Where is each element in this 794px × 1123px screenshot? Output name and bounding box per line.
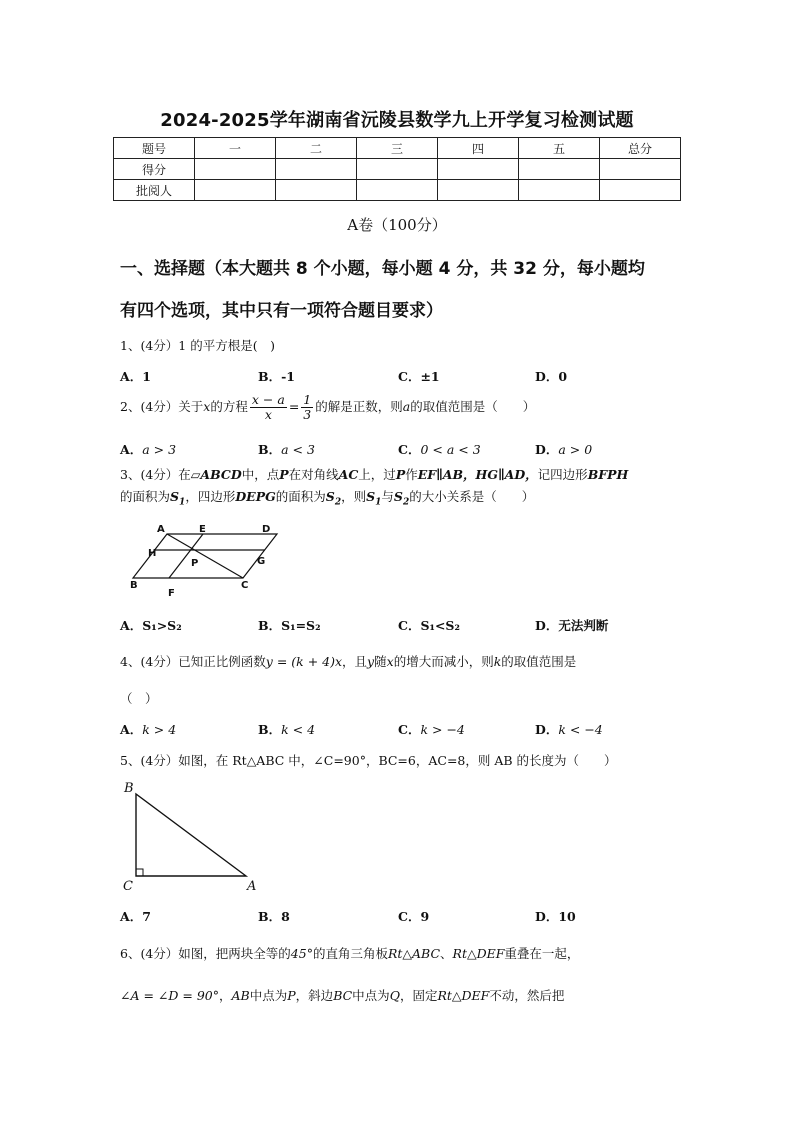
q4-option-d — [535, 720, 603, 738]
text: 与 — [381, 489, 394, 504]
segment-ef — [169, 534, 203, 578]
math: Rt△ABC — [387, 946, 441, 961]
q5-option-b: B．8 — [258, 909, 290, 924]
text: 的增大而减小，则 — [393, 654, 494, 669]
table-cell: 五 — [519, 138, 600, 159]
table-cell: 总分 — [600, 138, 681, 159]
q1-option-a: A．1 — [120, 369, 151, 384]
score-table — [113, 137, 681, 201]
math-s: S — [366, 489, 376, 504]
diagonal-ac — [167, 534, 243, 578]
question-1-stem: 1、(4分）1 的平方根是( ) — [120, 338, 275, 353]
q2-var-a: a — [402, 399, 411, 414]
table-cell — [276, 180, 357, 201]
label-h: H — [148, 548, 157, 559]
math — [393, 489, 410, 508]
option-letter: A． — [120, 722, 143, 737]
math: AC — [338, 467, 359, 482]
math-s: S — [393, 489, 403, 504]
text: 6、(4分）如图，把两块全等的 — [120, 946, 291, 961]
math-s: S — [325, 489, 335, 504]
math — [366, 489, 382, 508]
table-cell — [600, 159, 681, 180]
math: y — [367, 654, 375, 669]
right-triangle-figure — [118, 778, 268, 898]
math-s: S — [170, 489, 180, 504]
q2-option-d — [535, 440, 592, 458]
q2-var-x: x — [203, 399, 211, 414]
label-p: P — [191, 558, 199, 569]
option-letter: B． — [258, 442, 282, 457]
text: 的大小关系是（ ） — [409, 489, 535, 504]
option-letter: D． — [535, 722, 559, 737]
triangle-abc — [136, 794, 246, 876]
option-math: a < 3 — [281, 442, 315, 457]
table-cell: 得分 — [114, 159, 195, 180]
option-math: k > 4 — [142, 722, 177, 737]
math: Rt△DEF — [452, 946, 505, 961]
label-g: G — [257, 556, 266, 567]
q3-option-d: D．无法判断 — [535, 618, 609, 633]
text: 作 — [405, 467, 418, 482]
option-letter: C． — [398, 442, 421, 457]
text: 上，过 — [358, 467, 396, 482]
option-letter: A． — [120, 442, 143, 457]
q2-option-a — [120, 440, 176, 458]
math: BFPH — [587, 467, 629, 482]
q5-option-d: D．10 — [535, 909, 576, 924]
option-letter: D． — [535, 442, 559, 457]
math: BC — [333, 988, 353, 1003]
label-b: B — [130, 580, 138, 591]
text: 不动，然后把 — [489, 988, 565, 1003]
q2-equals: = — [288, 399, 300, 414]
option-math: a > 0 — [558, 442, 593, 457]
math: 45° — [290, 946, 313, 961]
table-cell — [438, 180, 519, 201]
math: ABCD — [200, 467, 242, 482]
label-e: E — [199, 524, 206, 535]
frac-denominator: x — [264, 407, 272, 422]
q3-option-a: A．S₁>S₂ — [120, 618, 182, 633]
text: ， — [219, 988, 232, 1003]
q4-option-a — [120, 720, 176, 738]
label-a: A — [157, 524, 165, 535]
math: Q — [389, 988, 400, 1003]
table-cell — [600, 180, 681, 201]
math: x — [386, 654, 394, 669]
q2-fraction-2 — [301, 393, 313, 422]
q2-fraction-1 — [250, 393, 287, 422]
table-cell: 一 — [195, 138, 276, 159]
math: P — [395, 467, 406, 482]
text: 重叠在一起， — [504, 946, 580, 961]
q4-option-c — [398, 720, 465, 738]
question-3-line1 — [120, 465, 628, 483]
option-math: 0 < a < 3 — [420, 442, 481, 457]
table-cell — [195, 159, 276, 180]
frac-numerator: 1 — [303, 392, 312, 407]
text: 、 — [440, 946, 453, 961]
question-4-stem — [120, 652, 576, 670]
text: ，斜边 — [295, 988, 334, 1003]
q5-option-c: C．9 — [398, 909, 430, 924]
q2-suffix: 的取值范围是（ ） — [410, 399, 536, 414]
option-letter: C． — [398, 722, 421, 737]
math: P — [279, 467, 289, 482]
text: 中，点 — [241, 467, 280, 482]
option-math: k < −4 — [558, 722, 603, 737]
option-letter: B． — [258, 722, 282, 737]
q5-option-a: A．7 — [120, 909, 151, 924]
table-row — [114, 159, 681, 180]
text: 中点为 — [249, 988, 288, 1003]
text: 记四边形 — [537, 467, 588, 482]
q1-option-b: B．-1 — [258, 369, 295, 384]
question-4-line2: （ ） — [120, 691, 158, 706]
label-c: C — [241, 580, 249, 591]
table-cell — [438, 159, 519, 180]
math: DEPG — [235, 489, 276, 504]
frac-numerator: x − a — [251, 392, 285, 407]
label-a: A — [247, 879, 257, 894]
label-c: C — [123, 879, 133, 894]
label-d: D — [262, 524, 271, 535]
q2-mid: 的方程 — [210, 399, 248, 414]
question-6-line1 — [120, 944, 579, 962]
table-row — [114, 138, 681, 159]
table-cell: 二 — [276, 138, 357, 159]
q4-option-b — [258, 720, 315, 738]
text: 在对角线 — [288, 467, 339, 482]
table-cell — [357, 180, 438, 201]
table-row — [114, 180, 681, 201]
q2-option-b — [258, 440, 315, 458]
frac-denominator: 3 — [303, 407, 312, 422]
text: ，固定 — [399, 988, 438, 1003]
q1-option-c: C．±1 — [398, 369, 440, 384]
q2-prefix: 2、(4分）关于 — [120, 399, 204, 414]
q2-after: 的解是正数，则 — [315, 399, 403, 414]
option-math: a > 3 — [142, 442, 177, 457]
table-cell: 题号 — [114, 138, 195, 159]
q3-option-b: B．S₁=S₂ — [258, 618, 321, 633]
function-expr: y = (k + 4)x — [265, 654, 343, 669]
label-b: B — [124, 781, 134, 796]
table-cell: 批阅人 — [114, 180, 195, 201]
text: ，则 — [341, 489, 367, 504]
parallelogram-figure — [125, 522, 285, 600]
text: 中点为 — [352, 988, 390, 1003]
table-cell — [195, 180, 276, 201]
math-subscript: 2 — [334, 497, 342, 508]
table-cell — [357, 159, 438, 180]
text: 的取值范围是 — [501, 654, 577, 669]
math: k — [493, 654, 502, 669]
math-subscript: 2 — [402, 497, 410, 508]
text: 4、(4分）已知正比例函数 — [120, 654, 266, 669]
table-cell: 四 — [438, 138, 519, 159]
text: 的直角三角板 — [312, 946, 388, 961]
text: 的面积为 — [120, 489, 171, 504]
table-cell — [519, 159, 600, 180]
paper-a-label: A卷（100分） — [347, 216, 447, 234]
q3-option-c: C．S₁<S₂ — [398, 618, 460, 633]
math-subscript: 1 — [375, 497, 382, 508]
text: ，四边形 — [185, 489, 236, 504]
math: P — [287, 988, 296, 1003]
math — [170, 489, 186, 508]
label-f: F — [168, 588, 175, 599]
table-cell — [276, 159, 357, 180]
table-cell — [519, 180, 600, 201]
table-cell: 三 — [357, 138, 438, 159]
page-title: 2024-2025学年湖南省沅陵县数学九上开学复习检测试题 — [160, 110, 634, 131]
section-heading-line1: 一、选择题（本大题共 8 个小题，每小题 4 分，共 32 分，每小题均 — [120, 259, 645, 279]
question-3-line2 — [120, 487, 534, 508]
math: AB — [231, 988, 250, 1003]
q2-option-c — [398, 440, 481, 458]
math: Rt△DEF — [437, 988, 490, 1003]
option-math: k < 4 — [281, 722, 316, 737]
section-heading-line2: 有四个选项，其中只有一项符合题目要求） — [120, 301, 443, 321]
math: ∠A = ∠D = 90° — [120, 988, 219, 1003]
text: ，且 — [342, 654, 368, 669]
q1-option-d: D．0 — [535, 369, 568, 384]
text: 3、(4分）在▱ — [120, 467, 201, 482]
math: EF∥AB，HG∥AD， — [417, 467, 538, 482]
right-angle-mark — [136, 869, 143, 876]
text: 的面积为 — [275, 489, 326, 504]
question-6-line2 — [120, 986, 564, 1004]
question-5-stem: 5、(4分）如图，在 Rt△ABC 中，∠C=90°，BC=6，AC=8，则 AB 的长度为（ ） — [120, 753, 617, 768]
math — [325, 489, 342, 508]
option-math: k > −4 — [420, 722, 465, 737]
math-subscript: 1 — [179, 497, 186, 508]
question-2-stem — [120, 393, 535, 422]
text: 随 — [374, 654, 387, 669]
